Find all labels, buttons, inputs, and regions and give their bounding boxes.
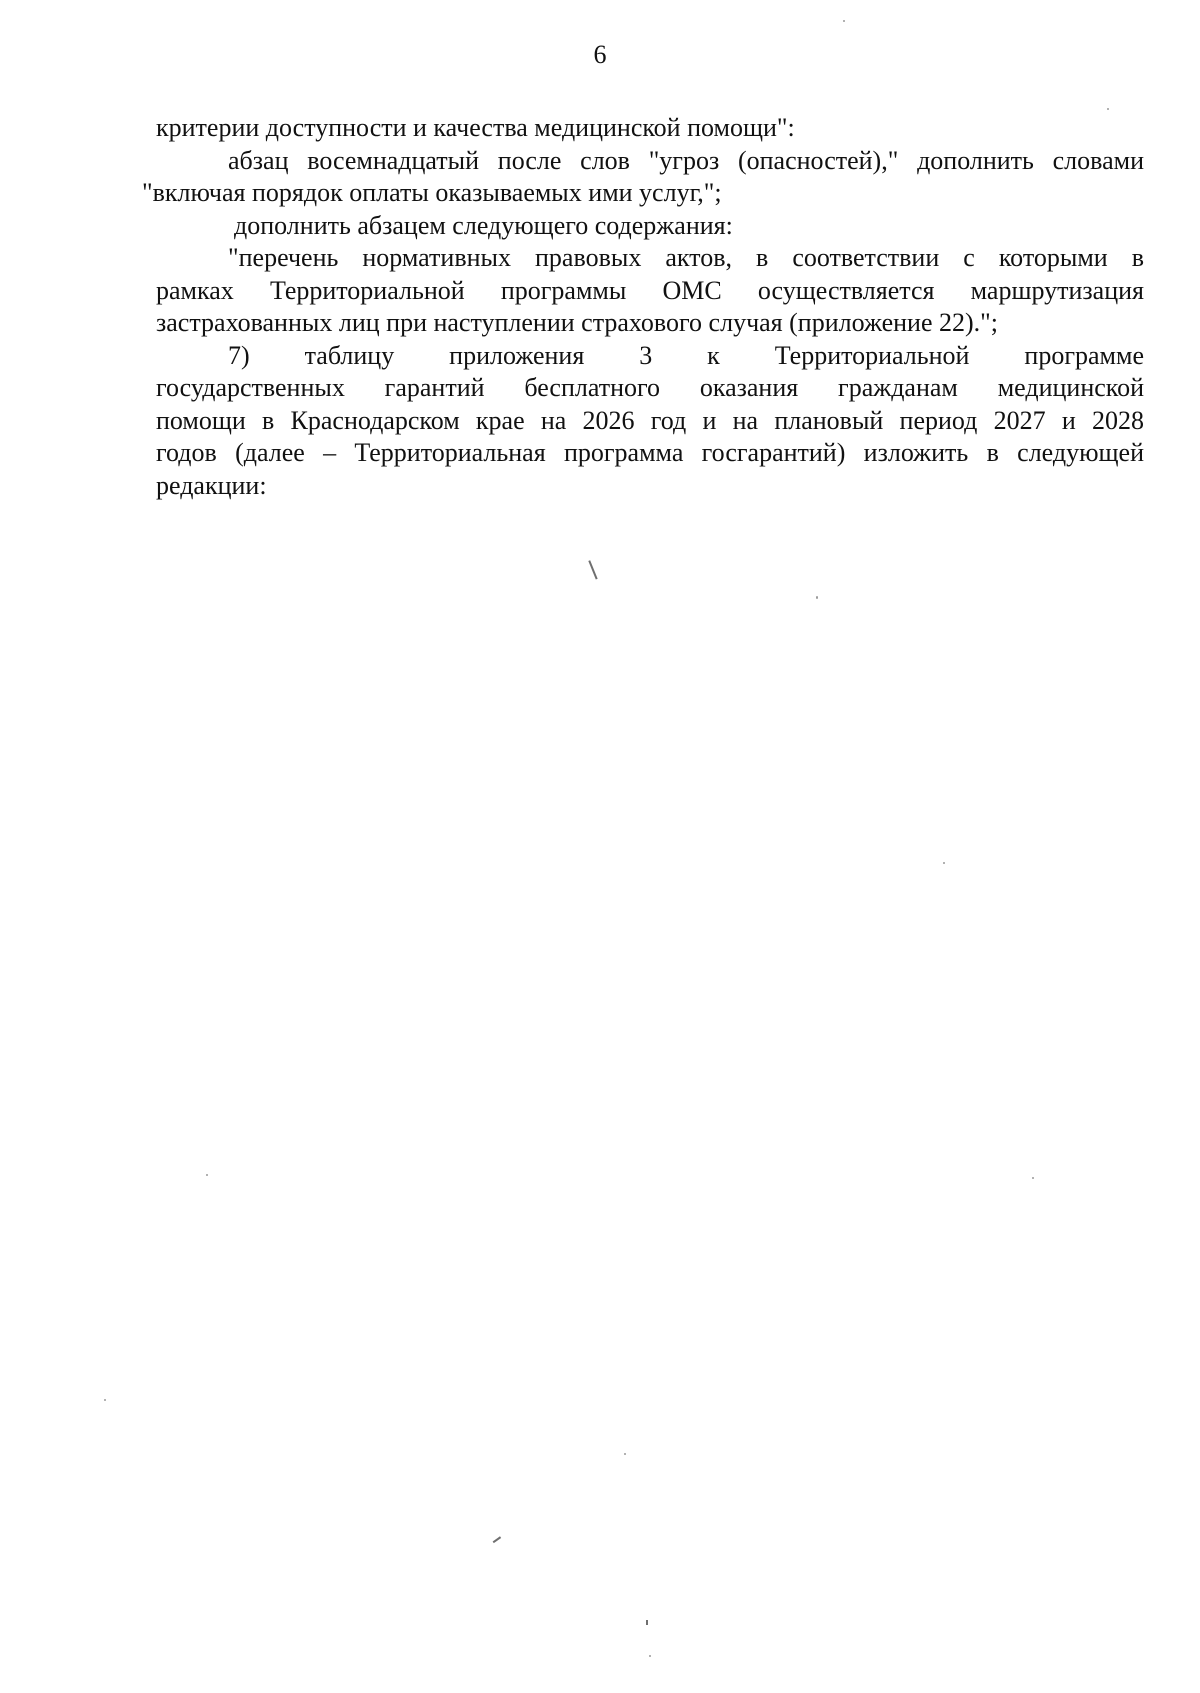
scan-speck [1107, 108, 1109, 110]
scan-speck [624, 1453, 626, 1455]
scan-mark [493, 1536, 501, 1542]
scan-speck [104, 1399, 106, 1401]
text-line: "включая порядок оплаты оказываемых ими услуг,"; [142, 178, 722, 207]
text-line: государственных гарантий бесплатного оказания гражданам медицинской [156, 373, 1144, 402]
text-line: абзац восемнадцатый после слов "угроз (опасностей)," дополнить словами [228, 145, 1144, 175]
scan-speck [943, 862, 945, 864]
scan-speck [843, 20, 845, 22]
text-line: застрахованных лиц при наступлении страхового случая (приложение 22)."; [156, 308, 998, 337]
text-line: "перечень нормативных правовых актов, в соответствии с которыми в [228, 243, 1144, 272]
scan-speck [206, 1174, 208, 1176]
scan-speck [649, 1655, 651, 1657]
scan-speck [1032, 1177, 1034, 1179]
text-line: редакции: [156, 470, 267, 500]
text-line: рамках Территориальной программы ОМС осуществляется маршрутизация [156, 275, 1144, 305]
text-line: дополнить абзацем следующего содержания: [234, 210, 733, 240]
text-line: помощи в Краснодарском крае на 2026 год и на плановый период 2027 и 2028 [156, 405, 1144, 435]
document-body [142, 112, 1144, 502]
text-line: критерии доступности и качества медицинской помощи": [156, 113, 795, 142]
text-line: 7) таблицу приложения 3 к Территориальной программе [228, 340, 1144, 370]
page-number: 6 [593, 40, 607, 69]
text-line: годов (далее – Территориальная программа госгарантий) изложить в следующей [156, 438, 1144, 467]
scan-speck [816, 596, 818, 599]
scan-mark [646, 1620, 648, 1625]
scan-mark [588, 560, 597, 579]
